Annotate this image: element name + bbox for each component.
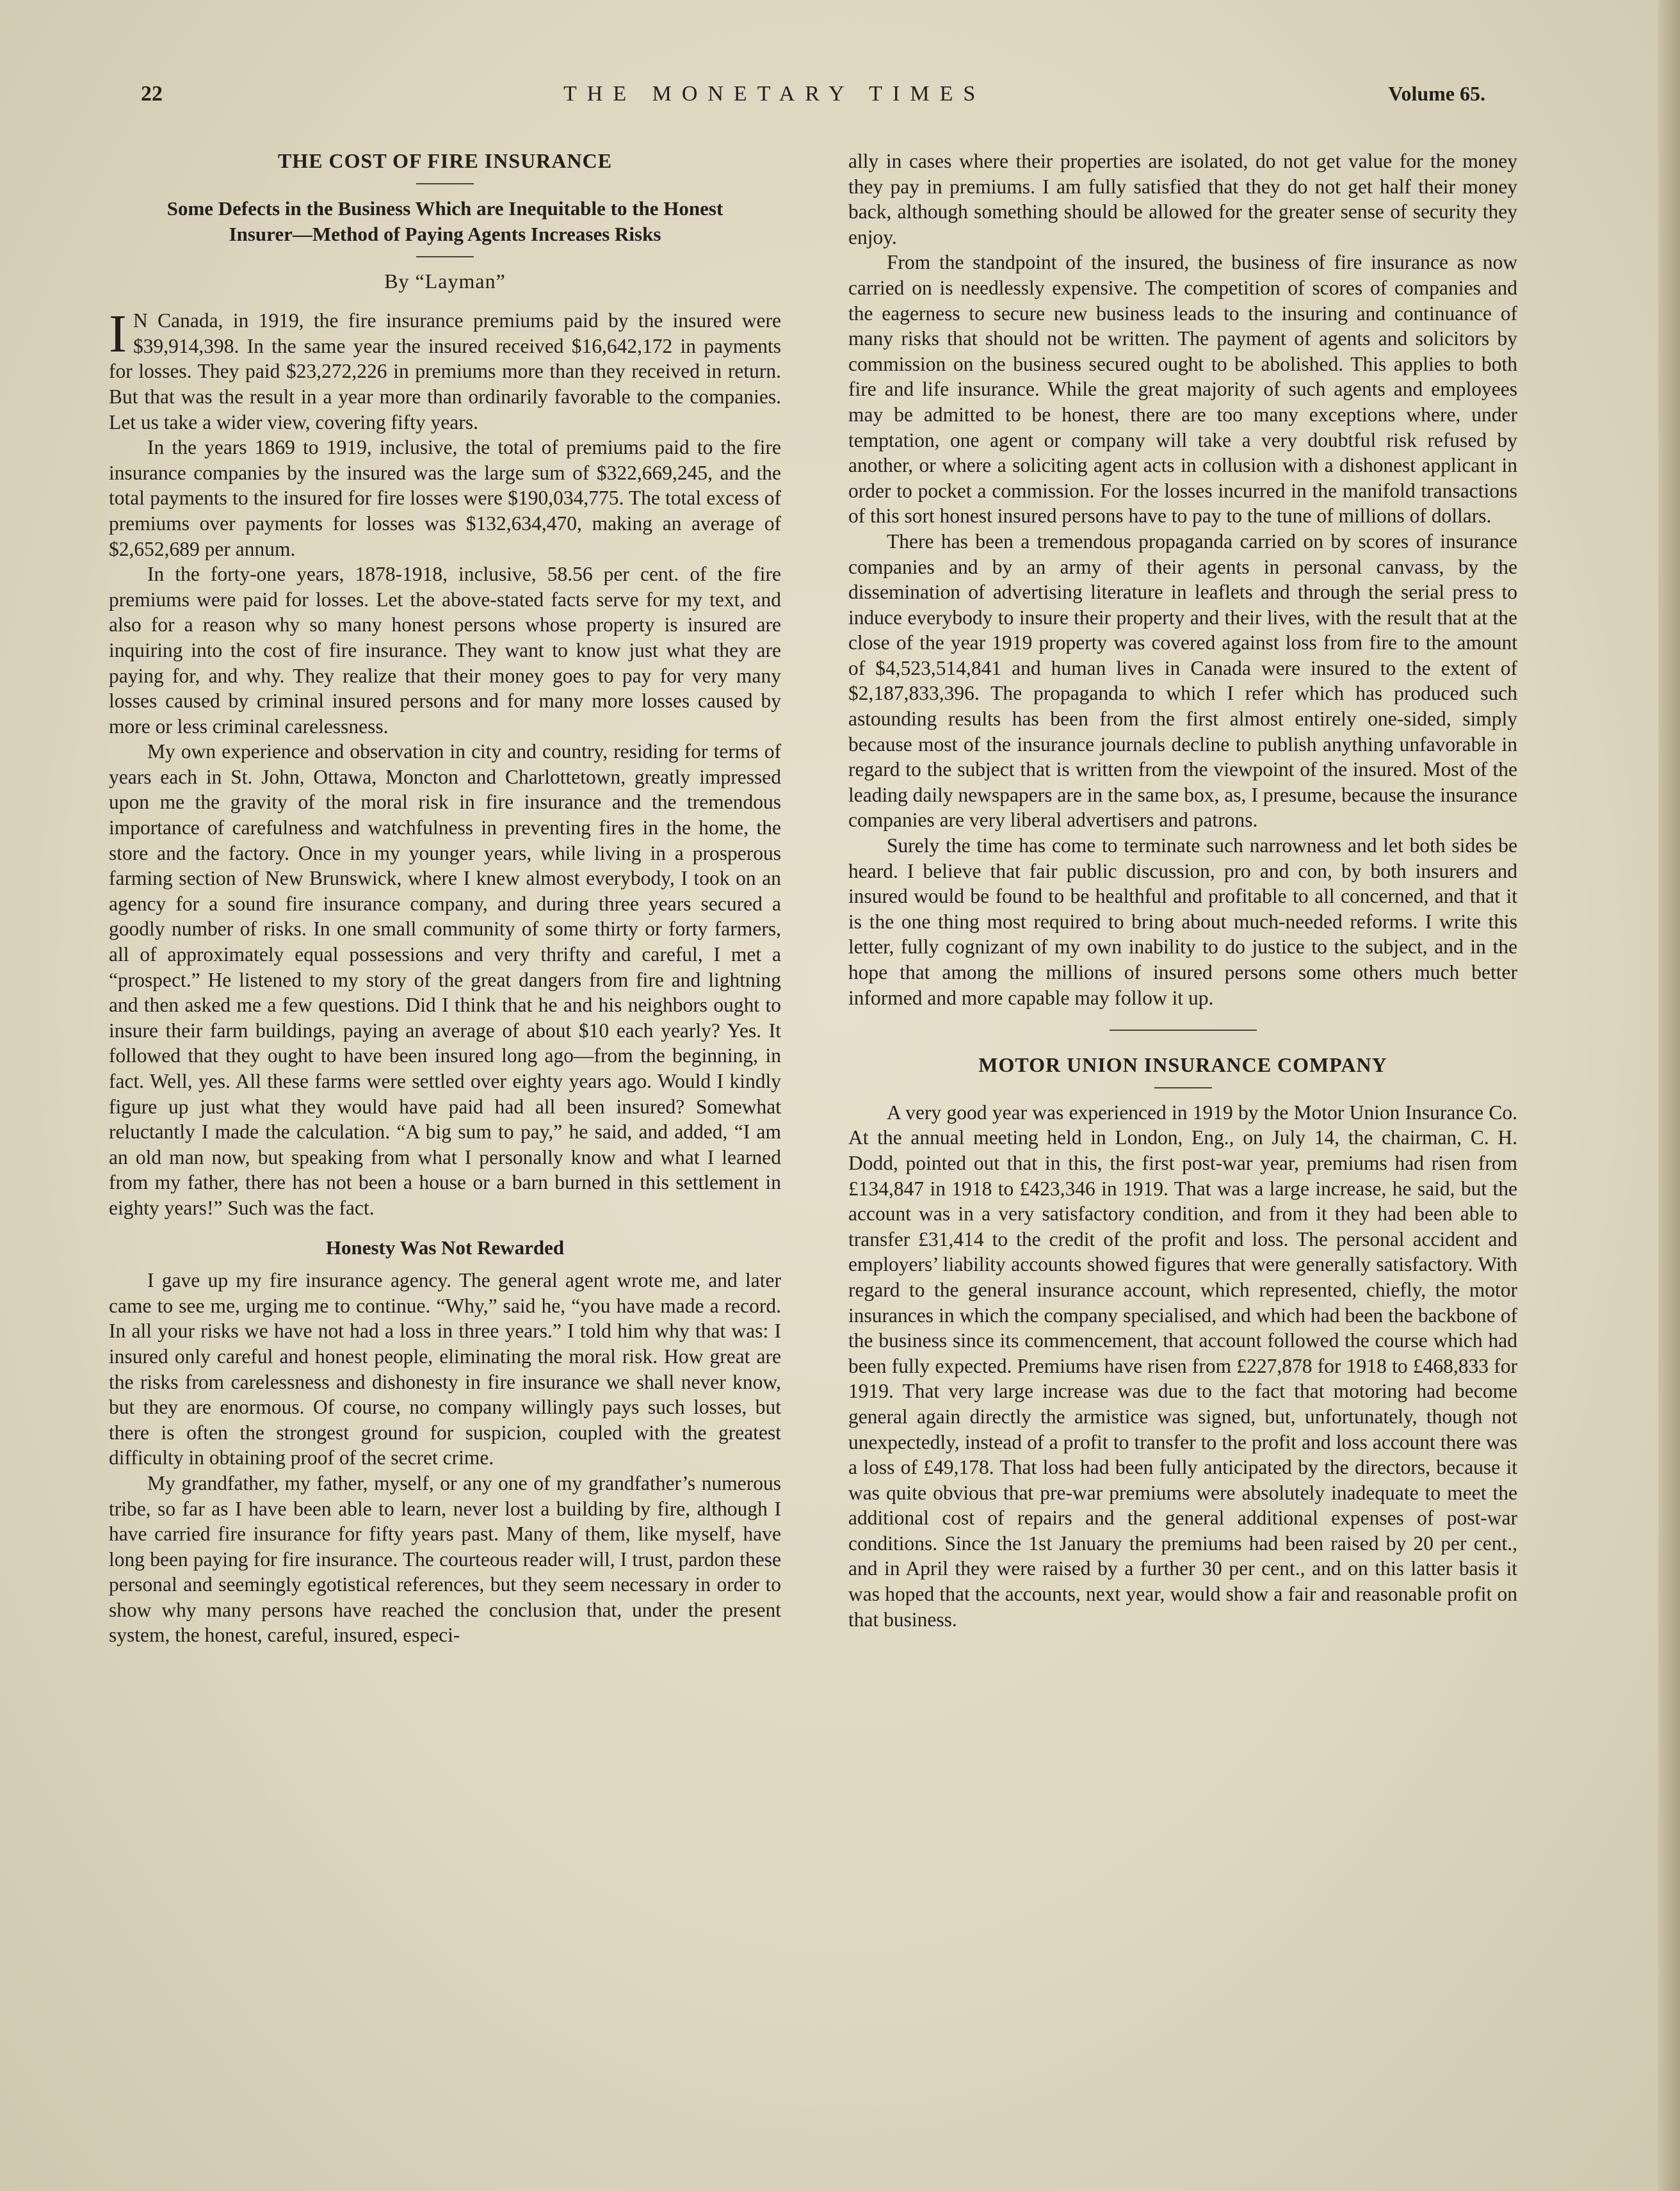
masthead: THE MONETARY TIMES xyxy=(563,82,986,106)
drop-cap: I xyxy=(109,304,127,364)
paragraph: My grandfather, my father, myself, or any one of my grandfather’s numerous tribe, so far as I have been able to learn, never lost a building by fire, although I have carried fire insurance for fifty years past. Many of them, like myself, have long been paying for fire insurance. The courteous reader will, I trust, pardon these personal and seemingly egotistical references, but they seem necessary in order to show why many persons have reached the conclusion that, under the present system, the honest, careful, insured, especi- xyxy=(109,1471,781,1647)
paragraph: A very good year was experienced in 1919 by the Motor Union Insurance Co. At the annual meeting held in London, Eng., on July 14, the chairman, C. H. Dodd, pointed out that in this, the first post-war year, premiums had risen from £134,847 in 1918 to £423,346 in 1919. That was a large increase, he said, but the account was in a very satisfactory condition, and from it they had been able to transfer £31,414 to the credit of the profit and loss. The personal accident and employers’ liability accounts showed figures that were generally satisfactory. With regard to the general insurance account, which represented, chiefly, the motor insurances in which the company specialised, and which had been the backbone of the business since its commencement, that account followed the course which had been fully expected. Premiums have risen from £227,878 for 1918 to £468,833 for 1919. That very large increase was due to the fact that motoring had become general again directly the armistice was signed, but, unfortunately, though not unexpectedly, instead of a profit to transfer to the profit and loss account there was a loss of £49,178. That loss had been fully anticipated by the directors, because it was quite obvious that pre-war premiums were absolutely inadequate to meet the additional cost of repairs and the general additional expenses of post-war conditions. Since the 1st January the premiums had been raised by 20 per cent., and in April they were raised by a further 30 per cent., and on this latter basis it was hoped that the accounts, next year, would show a fair and reasonable profit on that business. xyxy=(848,1101,1517,1631)
page-edge xyxy=(1658,0,1680,2191)
byline: By “Layman” xyxy=(384,269,506,293)
paragraph: I gave up my fire insurance agency. The general agent wrote me, and later came to see me, urging me to continue. “Why,” said he, “you have made a record. In all your risks we have not had a loss in three years.” I told him why that was: I insured only careful and honest people, eliminating the moral risk. How great are the risks from carelessness and dishonesty in fire insurance we shall never know, but they are enormous. Of course, no company willingly pays such losses, but there is often the strongest ground for suspicion, coupled with the greatest difficulty in obtaining proof of the secret crime. xyxy=(109,1269,781,1469)
article-title: MOTOR UNION INSURANCE COMPANY xyxy=(978,1053,1387,1077)
paragraph: There has been a tremendous propaganda carried on by scores of insurance companies and by an army of their agents in personal canvass, by the dissemination of advertising literature in leaflets and through the serial press to induce everybody to insure their property and their lives, with the result that at the close of the year 1919 property was covered against loss from fire to the amount of $4,523,514,841 and human lives in Canada were insured to the extent of $2,187,833,396. The propaganda to which I refer which has produced such astounding results has been from the first almost entirely one-sided, simply because most of the insurance journals decline to publish anything unfavorable in regard to the subject that is written from the viewpoint of the insured. Most of the leading daily newspapers are in the same box, as, I presume, because the insurance companies are very liberal advertisers and patrons. xyxy=(848,530,1517,832)
paragraph xyxy=(109,304,781,435)
paragraph: From the standpoint of the insured, the business of fire insurance as now carried on is needlessly expensive. The competition of scores of companies and the eagerness to secure new business leads to the insuring and continuance of many risks that should not be written. The payment of agents and solicitors by commission on the business secured ought to be abolished. This applies to both fire and life insurance. While the great majority of such agents and employees may be admitted to be honest, there are too many exceptions where, under temptation, one agent or company will take a very doubtful risk refused by another, or where a soliciting agent acts in collusion with a dishonest applicant in order to pocket a commission. For the losses incurred in the manifold transactions of this sort honest insured persons have to pay to the tune of millions of dollars. xyxy=(848,251,1517,528)
title-rule xyxy=(416,183,474,184)
section-subhead: Honesty Was Not Rewarded xyxy=(325,1236,565,1259)
subtitle-rule xyxy=(416,256,474,257)
paragraph: Surely the time has come to terminate such narrowness and let both sides be heard. I believe that fair public discussion, pro and con, by both insurers and insured would be found to be healthful and profitable to all concerned, and that it is the one thing most required to bring about much-needed reforms. I write this letter, fully cognizant of my own inability to do justice to the subject, and in the hope that among the millions of insured persons some others much better informed and more capable may follow it up. xyxy=(848,834,1517,1009)
volume-label: Volume 65. xyxy=(1388,82,1485,105)
title-rule xyxy=(1154,1087,1212,1088)
paragraph: In the years 1869 to 1919, inclusive, the total of premiums paid to the fire insurance companies by the insured was the large sum of $322,669,245, and the total payments to the insured for fire losses were $190,034,775. The total excess of premiums over payments for losses was $132,634,470, making an average of $2,652,689 per annum. xyxy=(109,436,781,560)
page-number: 22 xyxy=(141,82,163,106)
article-subtitle: Some Defects in the Business Which are Inequitable to the Honest Insurer—Method of Paying Agents Increases Risks xyxy=(166,197,723,245)
article-title: THE COST OF FIRE INSURANCE xyxy=(277,149,613,172)
page-header xyxy=(141,82,1485,114)
article-separator xyxy=(1110,1030,1257,1031)
paragraph: My own experience and observation in city and country, residing for terms of years each in St. John, Ottawa, Moncton and Charlottetown, greatly impressed upon me the gravity of the moral risk in fire insurance and the tremendous importance of carefulness and watchfulness in preventing fires in the home, the store and the factory. Once in my younger years, while living in a prosperous farming section of New Brunswick, where I knew almost everybody, I took on an agency for a sound fire insurance company, and during three years secured a goodly number of risks. In one small community of some thirty or forty farmers, all of approximately equal possessions and very thrifty and careful, I met a “prospect.” He listened to my story of the great dangers from fire and lightning and then asked me a few questions. Did I think that he and his neighbors ought to insure their farm buildings, paying an average of about $10 each yearly? Yes. It followed that they ought to have been insured long ago—from the beginning, in fact. Well, yes. All these farms were settled over eighty years ago. Would I kindly figure up just what they would have paid had all been insured? Somewhat reluctantly I made the calculation. “A big sum to pay,” he said, and added, “I am an old man now, but speaking from what I personally know and what I learned from my father, there has not been a house or a barn burned in this settlement in eighty years!” Such was the fact. xyxy=(109,740,781,1219)
right-column xyxy=(848,149,1517,1632)
paragraph: ally in cases where their properties are isolated, do not get value for the money they pay in premiums. I am fully satisfied that they do not get half their money back, although something should be allowed for the greater sense of security they enjoy. xyxy=(848,150,1517,248)
paragraph: In the forty-one years, 1878-1918, inclusive, 58.56 per cent. of the fire premiums were paid for losses. Let the above-stated facts serve for my text, and also for a reason why so many honest persons whose property is insured are inquiring into the cost of fire insurance. They want to know just what they are paying for, and why. They realize that their money goes to pay for very many losses caused by criminal insured persons and for many more losses caused by more or less criminal carelessness. xyxy=(109,563,781,738)
paragraph-text: N Canada, in 1919, the fire insurance premiums paid by the insured were $39,914,398. In the same year the insured received $16,642,172 in payments for losses. They paid $23,272,226 in premiums more than they received in return. But that was the result in a year more than ordinarily favorable to the companies. Let us take a wider view, covering fifty years. xyxy=(109,309,781,433)
left-column xyxy=(109,149,781,1648)
